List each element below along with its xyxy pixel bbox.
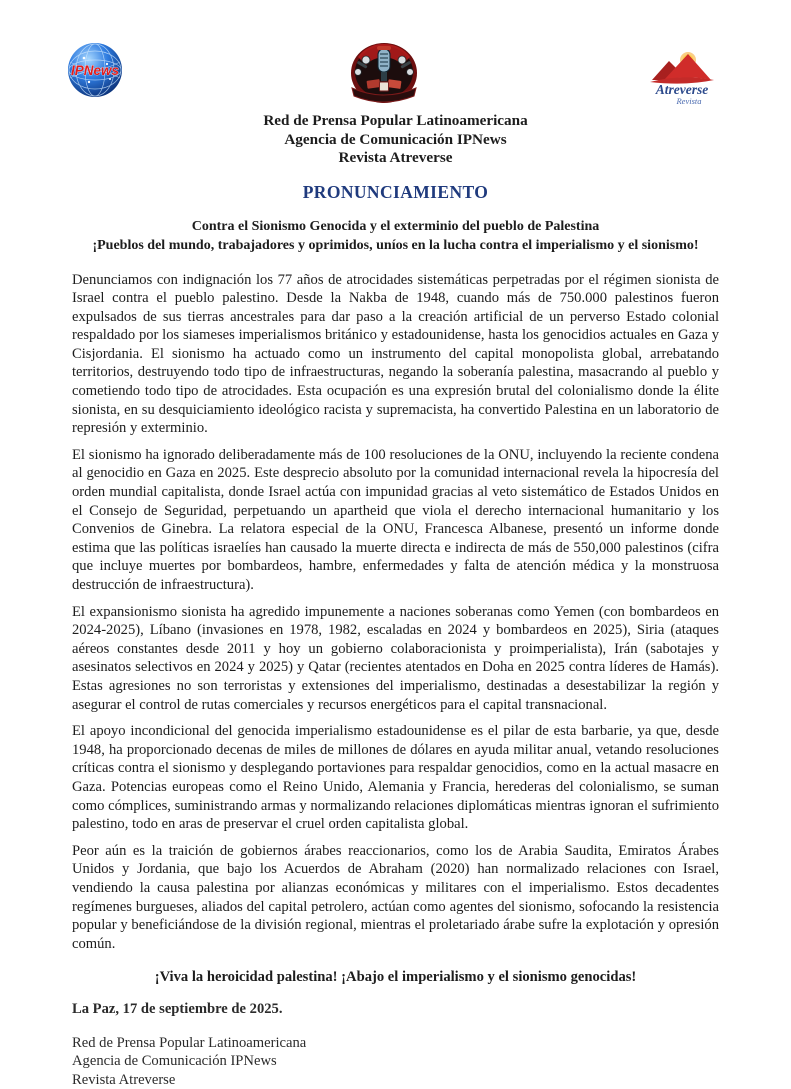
paragraph-1: Denunciamos con indignación los 77 años de atrocidades sistemáticas perpetradas por el régimen sionista de Israel contra el pueblo palestino. Desde la Nakba de 1948, cuando más de 750.000 palestinos fueron expulsados de sus tierras ancestrales para dar paso a la creación artificial de un perverso Estado colonial respaldado por los siameses imperialismos británico y estadounidense, hasta los genocidios actuales en Gaza y Cisjordania. El sionismo ha actuado como un instrumento del capital monopolista global, arrebatando territorios, destruyendo todo tipo de infraestructuras, negando la soberanía palestina, masacrando al pueblo y cometiendo todo tipo de atrocidades. Esta ocupación es una expresión brutal del colonialismo donde la élite sionista, en su desquiciamiento ideológico racista y supremacista, ha convertido Palestina en un laboratorio de represión y exterminio. — [72, 271, 719, 437]
subtitle-line-2: ¡Pueblos del mundo, trabajadores y oprimidos, uníos en la lucha contra el imperialismo y el sionismo! — [92, 237, 699, 253]
signature-line-3: Revista Atreverse — [72, 1071, 176, 1088]
subtitle-line-1: Contra el Sionismo Genocida y el exterminio del pueblo de Palestina — [191, 218, 600, 234]
mountain-sun-icon — [643, 45, 721, 107]
signature-line-2: Agencia de Comunicación IPNews — [72, 1053, 277, 1070]
globe-icon — [66, 41, 124, 99]
subtitle-block — [72, 217, 719, 255]
press-network-logo — [344, 38, 424, 113]
atreverse-logo-subtext: Revista — [676, 96, 702, 106]
org-header — [72, 112, 719, 168]
paragraph-4: El apoyo incondicional del genocida imperialismo estadounidense es el pilar de esta barbarie, ya que, desde 1948, ha proporcionado decenas de miles de millones de dólares en ayuda militar anual, vetando resoluciones críticas contra el sionismo y desplegando portaviones para respaldar genocidios, como en la actual masacre en Gaza. Potencias europeas como el Reino Unido, Alemania y Francia, herederas del colonialismo, se suman como cómplices, suministrando armas y normalizando relaciones diplomáticas mientras ignoran el sufrimiento palestino, todo en aras de preservar el cruel orden capitalista global. — [72, 723, 719, 833]
paragraph-5: Peor aún es la traición de gobiernos árabes reaccionarios, como los de Arabia Saudita, Emiratos Árabes Unidos y Jordania, que bajo los Acuerdos de Abraham (2020) han normalizado relaciones con Israel, vendiendo la causa palestina por alianzas económicas y militares con el imperialismo. Estos decadentes regímenes burgueses, aliados del capital petrolero, actúan como agentes del sionismo, sofocando la resistencia popular y beneficiándose de la división regional, mientras el proletariado árabe sufre la explotación y opresión común. — [72, 842, 719, 952]
signature-block — [72, 1034, 719, 1089]
ipnews-logo — [66, 41, 124, 104]
ipnews-logo-text: IPNews — [70, 63, 120, 78]
slogan-line: ¡Viva la heroicidad palestina! ¡Abajo el imperialismo y el sionismo genocidas! — [154, 969, 637, 986]
document-title: PRONUNCIAMIENTO — [302, 181, 489, 202]
microphones-emblem-icon — [344, 38, 424, 108]
org-line-2: Agencia de Comunicación IPNews — [284, 130, 507, 148]
org-line-1: Red de Prensa Popular Latinoamericana — [263, 112, 528, 129]
dateline: La Paz, 17 de septiembre de 2025. — [72, 1001, 283, 1018]
logo-row — [72, 38, 719, 108]
signature-line-1: Red de Prensa Popular Latinoamericana — [72, 1035, 307, 1052]
org-line-3: Revista Atreverse — [338, 149, 453, 166]
paragraph-2: El sionismo ha ignorado deliberadamente más de 100 resoluciones de la ONU, incluyendo la reciente condena al genocidio en Gaza en 2025. Este desprecio absoluto por la comunidad internacional revela la hipocresía del orden mundial capitalista, donde Israel actúa con impunidad gracias al veto sistemático de Estados Unidos en el Consejo de Seguridad, perpetuando un apartheid que viola el derecho internacional humanitario y los Convenios de Ginebra. La relatora especial de la ONU, Francesca Albanese, presentó un informe donde estima que las políticas israelíes han causado la muerte directa e indirecta de más de 550,000 palestinos (cifra que incluye muertes por bombardeos, hambre, enfermedades y falta de atención médica y la monstruosa destrucción de infraestructura). — [72, 446, 719, 593]
atreverse-logo — [643, 45, 721, 112]
atreverse-logo-text: Atreverse — [655, 82, 709, 97]
paragraph-3: El expansionismo sionista ha agredido impunemente a naciones soberanas como Yemen (con bombardeos en 2024-2025), Líbano (invasiones en 1978, 1982, escaladas en 2024 y bombardeos en 2025), Siria (ataques aéreos constantes desde 2011 y hoy un gobierno colaboracionista y proimperialista), Irán (sabotajes y asesinatos selectivos en 2024 y 2025) y Qatar (recientes atentados en Doha en 2025 contra líderes de Hamás). Estas agresiones no son terroristas y extensiones del imperialismo, destinadas a desestabilizar la región y asegurar el control de rutas comerciales y recursos energéticos para el capital transnacional. — [72, 603, 719, 713]
